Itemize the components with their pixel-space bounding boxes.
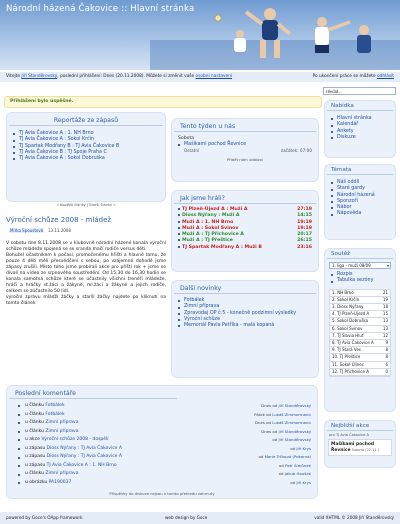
site-title: Národní házená Čakovice :: Hlavní stránka bbox=[6, 4, 195, 14]
this-week-box bbox=[171, 118, 319, 182]
recent-comments-title: Poslední komentáře bbox=[9, 388, 177, 399]
news-link[interactable]: Zpravodaj OP č.5 - konečně podzimní výsledky bbox=[184, 310, 297, 316]
footer-powered: powered by Goce's OApp framework bbox=[6, 515, 83, 520]
result-match[interactable]: TJ Spartak Modřany A : Muži B bbox=[182, 244, 262, 250]
comment-author-link[interactable]: Lukáš Zimmermann bbox=[272, 420, 311, 426]
standings-row bbox=[330, 340, 390, 347]
bullet-icon bbox=[178, 214, 180, 216]
schedule-link[interactable]: Rozpis bbox=[337, 272, 353, 277]
menu-link[interactable]: Diskuze bbox=[337, 134, 356, 140]
week-event-time: začátek: 07:00 bbox=[280, 148, 312, 154]
league-links bbox=[325, 272, 395, 285]
standings-points: 13 bbox=[380, 318, 390, 325]
comment-target-link[interactable]: Výroční schůze 2008 - dospělí bbox=[41, 437, 109, 443]
comment-when: Dnes od bbox=[261, 428, 279, 434]
away-team: Muži B bbox=[244, 244, 262, 250]
news-link[interactable]: Fotbálek bbox=[184, 298, 205, 303]
news-title: Další novinky bbox=[174, 283, 316, 294]
article-paragraph: V sobotu dne 8.11.2008 se v klubovně národní házené konala výroční schůze mládeže spojená se se sranda mačí rodiče versus děti. bbox=[6, 241, 166, 253]
comment-byline bbox=[261, 402, 311, 411]
comment-author-link[interactable]: Jiří Standěrovský bbox=[278, 428, 311, 434]
home-team: Muži A bbox=[182, 219, 200, 225]
comment-target-link[interactable]: Fotbálek bbox=[45, 403, 65, 408]
standings-team[interactable]: 11. Sokol Úlinec bbox=[330, 361, 380, 368]
comment-row bbox=[25, 470, 311, 479]
bullet-icon bbox=[18, 482, 20, 484]
comment-when: od bbox=[290, 445, 297, 451]
footer-design: web design by Goce bbox=[165, 515, 208, 520]
bullet-icon bbox=[18, 474, 20, 476]
standings-points: 8 bbox=[380, 354, 390, 361]
user-bar bbox=[0, 72, 400, 82]
logout-link[interactable]: odhlásit bbox=[376, 74, 394, 79]
comment-row bbox=[25, 445, 311, 454]
away-team: Muži A bbox=[221, 213, 240, 219]
header-banner bbox=[0, 0, 400, 70]
standings-table bbox=[330, 290, 390, 376]
standings-team[interactable]: 12. TJ Přichovice A bbox=[330, 368, 380, 375]
standings-points: 12 bbox=[380, 332, 390, 339]
topics-title: Témata bbox=[327, 165, 393, 175]
comment-prefix: u článku bbox=[25, 471, 46, 477]
home-team: Muži A bbox=[182, 232, 200, 238]
bullet-icon bbox=[178, 239, 180, 241]
home-team: Dioss Nýřany bbox=[182, 213, 217, 219]
bullet-icon bbox=[178, 227, 180, 229]
comment-prefix: u zápasu bbox=[25, 445, 47, 451]
comment-when: Dnes od bbox=[261, 403, 279, 408]
away-team: Muži A bbox=[229, 207, 248, 212]
away-team: TJ Přeštice bbox=[204, 238, 233, 244]
standings-team[interactable]: 1. NH Brno bbox=[330, 290, 380, 297]
comment-author-link[interactable]: Jiří Standěrovský bbox=[278, 403, 311, 408]
comment-byline bbox=[290, 479, 311, 488]
match-reports-list bbox=[7, 131, 165, 162]
comment-byline bbox=[279, 462, 311, 471]
menu-link[interactable]: Ankety bbox=[337, 128, 354, 134]
league-link[interactable] bbox=[337, 278, 395, 284]
topic-link[interactable]: Nábor bbox=[337, 205, 352, 211]
bullet-icon bbox=[18, 457, 20, 459]
logout-area bbox=[313, 72, 394, 82]
standings-team[interactable]: 5. Sokol Dobruška bbox=[330, 318, 380, 325]
standings-points: 9 bbox=[380, 340, 390, 347]
chevron-down-icon: ▾ bbox=[386, 263, 389, 268]
bullet-icon bbox=[18, 405, 20, 407]
last-login-text: , poslední přihlášení: Dnes (20.11.2008). Můžete si změnit vaše bbox=[57, 74, 196, 79]
results-title: Jak jsme hráli? bbox=[174, 193, 316, 204]
away-team: Sokol Svinov bbox=[204, 225, 239, 231]
comment-author-link[interactable]: Jiří Krys bbox=[296, 445, 311, 451]
article-author[interactable]: Mirka Spoustová bbox=[10, 228, 44, 233]
standings-row bbox=[330, 325, 390, 332]
comment-when: od bbox=[278, 471, 285, 477]
article-pager[interactable]: « Novější články | Starší články » bbox=[56, 203, 116, 207]
home-team: Muži A bbox=[182, 225, 200, 231]
recent-comments-box bbox=[6, 385, 318, 499]
comment-prefix: u článku bbox=[25, 411, 46, 417]
result-score: 27:19 bbox=[297, 207, 312, 212]
standings-team[interactable]: 9. TJ Stará Ves bbox=[330, 347, 380, 354]
standings-row bbox=[330, 290, 390, 297]
bullet-icon bbox=[178, 208, 180, 210]
report-link[interactable]: TJ Avia Čakovice B : TJ Spoje Praha C bbox=[19, 149, 107, 155]
report-link[interactable]: TJ Avia Čakovice A : Sokol Krčín bbox=[19, 137, 94, 143]
result-match[interactable]: Dioss Nýřany : Muži A bbox=[182, 213, 240, 219]
comments-list bbox=[7, 402, 317, 487]
comment-byline bbox=[261, 428, 311, 437]
standings-row bbox=[330, 304, 390, 311]
result-match[interactable]: Muži A : 1. NH Brno bbox=[182, 219, 234, 225]
menu-box bbox=[324, 100, 396, 158]
comment-prefix: u článku bbox=[25, 403, 46, 408]
comment-author-link[interactable]: Lukáš Zimmermann bbox=[272, 411, 311, 417]
comment-row bbox=[25, 428, 311, 437]
bullet-icon bbox=[18, 422, 20, 424]
away-team: 1. NH Brno bbox=[204, 219, 234, 225]
comment-prefix: u obrázku bbox=[25, 479, 49, 485]
standings-row bbox=[330, 318, 390, 325]
comment-author-link[interactable]: Jakub Houšek bbox=[284, 471, 311, 477]
result-score: 26:15 bbox=[297, 238, 312, 244]
comment-target-link[interactable]: Zimní příprava bbox=[45, 420, 79, 426]
welcome-text: Vítejte bbox=[6, 74, 22, 79]
search-input[interactable] bbox=[323, 87, 396, 95]
flash-message: Přihlášení bylo úspěšné. bbox=[4, 96, 322, 108]
news-link[interactable]: Zimní příprava bbox=[184, 304, 220, 310]
footer-copyright: valid XHTML © 2008 Jiří Standěrovský bbox=[314, 515, 394, 520]
comment-author-link[interactable]: Petr Šimůnek bbox=[285, 462, 311, 468]
standings-points: 8 bbox=[380, 347, 390, 354]
topic-link[interactable]: Staré gardy bbox=[337, 186, 365, 192]
comment-row bbox=[25, 402, 311, 411]
comment-when: od bbox=[272, 437, 279, 443]
standings-row bbox=[330, 311, 390, 318]
nearest-event-box bbox=[324, 420, 396, 468]
news-item[interactable] bbox=[184, 323, 310, 329]
comment-prefix: u článku bbox=[25, 420, 46, 426]
comment-when: od bbox=[258, 454, 265, 460]
result-match[interactable]: Muži A : TJ Přichovice A bbox=[182, 232, 244, 238]
away-team: TJ Přichovice A bbox=[204, 232, 244, 238]
logout-text: Po ukončení práce se můžete bbox=[312, 74, 377, 79]
comment-byline bbox=[255, 419, 311, 428]
this-week-title: Tento týden u nás bbox=[174, 121, 316, 132]
comment-target-link[interactable]: Fotbálek bbox=[45, 411, 65, 417]
league-title: Soutěž bbox=[327, 249, 393, 259]
nearest-event-name[interactable]: Mašíkami pochod Řevnice bbox=[331, 442, 374, 453]
bullet-icon bbox=[18, 439, 20, 441]
comment-prefix: u článku bbox=[25, 428, 46, 434]
comment-byline bbox=[254, 411, 311, 420]
comment-row bbox=[25, 479, 311, 488]
article-title[interactable]: Výroční schůze 2008 - mládež bbox=[6, 216, 112, 224]
comment-byline bbox=[272, 436, 311, 445]
nearest-event-date: Sobota (22.11.) bbox=[351, 447, 380, 452]
menu-link[interactable]: Kalendář bbox=[337, 122, 359, 128]
standings-points: 21 bbox=[380, 290, 390, 297]
league-select-value: 1. liga - muži 08/09 bbox=[332, 263, 371, 268]
comment-when: Pátek od bbox=[254, 411, 273, 417]
topic-item[interactable] bbox=[337, 211, 395, 217]
comment-when: od bbox=[290, 479, 297, 485]
comment-target-link[interactable]: Dioss Nýřany : TJ Avia Čakovice A bbox=[46, 454, 122, 460]
comment-target-link[interactable]: Zimní příprava bbox=[45, 428, 79, 434]
comment-prefix: u akce bbox=[25, 437, 42, 443]
bullet-icon bbox=[18, 448, 20, 450]
comment-author-link[interactable]: Marie Trčková (Pokorná) bbox=[264, 454, 311, 460]
topic-link[interactable]: Národní házená bbox=[337, 192, 375, 198]
news-link[interactable]: Výroční schůze bbox=[184, 316, 221, 322]
standings-points: 0 bbox=[380, 368, 390, 375]
comment-target-link[interactable]: TJ Avia Čakovice A : 1. NH Brno bbox=[46, 462, 117, 468]
standings-points: 6 bbox=[380, 361, 390, 368]
result-score: 23:16 bbox=[297, 244, 312, 250]
user-link[interactable]: Jiří Standěrovský bbox=[21, 74, 58, 79]
result-score: 14:15 bbox=[297, 213, 312, 219]
result-score: 20:17 bbox=[297, 232, 312, 238]
article-meta bbox=[9, 228, 166, 233]
standings-points: 19 bbox=[380, 296, 390, 303]
result-score: 19:19 bbox=[297, 225, 312, 231]
menu-item-discussion[interactable] bbox=[337, 135, 395, 141]
menu-list bbox=[325, 116, 395, 141]
report-link[interactable]: TJ Avia Čakovice A : 1. NH Brno bbox=[19, 131, 94, 136]
home-team: TJ Spartak Modřany A bbox=[182, 244, 240, 250]
standings-row bbox=[330, 354, 390, 361]
report-item[interactable] bbox=[19, 156, 165, 162]
comment-target-link[interactable]: PA190037 bbox=[48, 479, 72, 485]
menu-link[interactable]: Hlavní stránka bbox=[337, 116, 372, 121]
standings-points: 18 bbox=[380, 304, 390, 311]
standings-team[interactable]: 10. TJ Přeštice bbox=[330, 354, 380, 361]
results-box bbox=[171, 190, 319, 272]
league-box bbox=[324, 248, 396, 412]
topic-link[interactable]: Sponzoři bbox=[337, 198, 358, 204]
result-score: 19:19 bbox=[297, 219, 312, 225]
topic-link[interactable]: Náš oddíl bbox=[337, 180, 360, 185]
match-reports-title: Reportáže ze zápasů bbox=[9, 115, 163, 126]
results-table bbox=[172, 207, 318, 251]
comment-prefix: u zápasu bbox=[25, 454, 47, 460]
standings-points: 13 bbox=[380, 325, 390, 332]
comment-row bbox=[25, 411, 311, 420]
comment-byline bbox=[290, 445, 311, 454]
standings-row bbox=[330, 368, 390, 375]
news-list bbox=[172, 298, 318, 329]
league-select[interactable] bbox=[329, 262, 391, 269]
menu-title: Nabídka bbox=[327, 101, 393, 111]
comment-row bbox=[25, 462, 311, 471]
article-paragraph: výroční zprávu mládží žáčky a starší žáčky najdete po kliknutí na tomto článek bbox=[6, 295, 166, 307]
personal-settings-link[interactable]: osobní nastavení bbox=[195, 74, 233, 79]
article bbox=[6, 216, 166, 308]
comment-byline bbox=[279, 470, 311, 479]
week-event-type: Ostatní bbox=[184, 148, 200, 154]
standings-team[interactable]: 3. Dioss Nýřany bbox=[330, 304, 380, 311]
home-team: Muži A bbox=[182, 238, 200, 244]
week-event-detail bbox=[172, 148, 318, 154]
standings-points: 15 bbox=[380, 311, 390, 318]
bullet-icon bbox=[178, 221, 180, 223]
bullet-icon bbox=[178, 246, 180, 248]
result-row[interactable] bbox=[172, 245, 318, 251]
bullet-icon bbox=[178, 233, 180, 235]
topics-list bbox=[325, 180, 395, 218]
footer bbox=[0, 512, 400, 524]
report-link[interactable]: TJ Spartak Modřany B : TJ Avia Čakovice B bbox=[19, 143, 120, 149]
home-team: TJ Plzeň-Újezd A bbox=[182, 207, 225, 212]
standings-row bbox=[330, 361, 390, 368]
standings-row bbox=[330, 347, 390, 354]
article-paragraph: Bohužel účastníkem k počasí, promočenému hřišti a hlavně tomu, že pouze 4 děti měli přesvědčení s sebou, po vzájemné dohodě jsme zápasy zrušili. Místo toho jsme probírali akce pro příští rok + jsme se dívali na video ze srpnového soustředění. Od 15,30 do 16,30 hodin se konala samotná schůze které se účastnily všichni trenéři mládeže, hráči a hráčky st.žáci a žákyně, ml.žáci a žákyně a jejich rodiče, celkem se zúčastnilo 50 lidí. bbox=[6, 253, 166, 295]
result-match[interactable]: Muži A : Sokol Svinov bbox=[182, 225, 239, 231]
standings-team[interactable]: 6. Sokol Svinov bbox=[330, 325, 380, 332]
standings-row bbox=[330, 296, 390, 303]
comment-target-link[interactable]: Dioss Nýřany : TJ Avia Čakovice A bbox=[46, 445, 122, 451]
comments-footnote: Příspěvky do diskuze nejsou v tomto přehledu zahrnuty bbox=[109, 491, 215, 496]
bullet-icon bbox=[18, 465, 20, 467]
nearest-event-card[interactable] bbox=[328, 439, 392, 456]
standings-team[interactable]: 4. TJ Plzeň-Újezd A bbox=[330, 311, 380, 318]
nearest-event-title: Nejbližší akce bbox=[327, 421, 393, 431]
article-date: 13.11.2008 bbox=[47, 228, 71, 233]
comment-prefix: u zápasu bbox=[25, 462, 47, 468]
standings-row bbox=[330, 332, 390, 339]
comment-row bbox=[25, 419, 311, 428]
nearest-event-team: pro TJ Avia Čakovice A bbox=[329, 433, 369, 437]
comment-author-link[interactable]: Jiří Krys bbox=[296, 479, 311, 485]
topic-link[interactable]: Nápověda bbox=[337, 211, 362, 217]
comment-byline bbox=[258, 453, 311, 462]
news-box bbox=[171, 280, 319, 378]
match-reports-box bbox=[6, 112, 166, 202]
topics-box bbox=[324, 164, 396, 240]
week-event-link[interactable]: Mašíkami pochod Řevnice bbox=[184, 142, 247, 147]
comment-row bbox=[25, 436, 311, 445]
news-link[interactable]: Memoriál Pavla Petříka - malá kopaná bbox=[184, 323, 275, 329]
comment-row bbox=[25, 453, 311, 462]
bullet-icon bbox=[18, 431, 20, 433]
add-event-link[interactable]: Přidět nám událost bbox=[227, 157, 263, 163]
standings-team[interactable]: 7. TJ Slavia Hluť bbox=[330, 332, 380, 339]
standings-team[interactable]: 8. TJ Avia Čakovice A bbox=[330, 340, 380, 347]
result-match[interactable]: TJ Plzeň-Újezd A : Muži A bbox=[182, 207, 248, 212]
comment-when: od bbox=[279, 462, 286, 468]
comment-target-link[interactable]: Zimní příprava bbox=[45, 471, 79, 477]
comment-when: Dnes od bbox=[255, 420, 273, 426]
season-table-link[interactable]: Tabulka sezóny bbox=[337, 278, 374, 284]
week-day: Sobota bbox=[178, 136, 195, 141]
report-link[interactable]: TJ Avia Čakovice A : Sokol Dobruška bbox=[19, 156, 105, 162]
comment-author-link[interactable]: Jiří Standěrovský bbox=[278, 437, 311, 443]
result-match[interactable]: Muži A : TJ Přeštice bbox=[182, 238, 233, 244]
standings-team[interactable]: 2. Sokol Krčín bbox=[330, 296, 380, 303]
bullet-icon bbox=[18, 414, 20, 416]
